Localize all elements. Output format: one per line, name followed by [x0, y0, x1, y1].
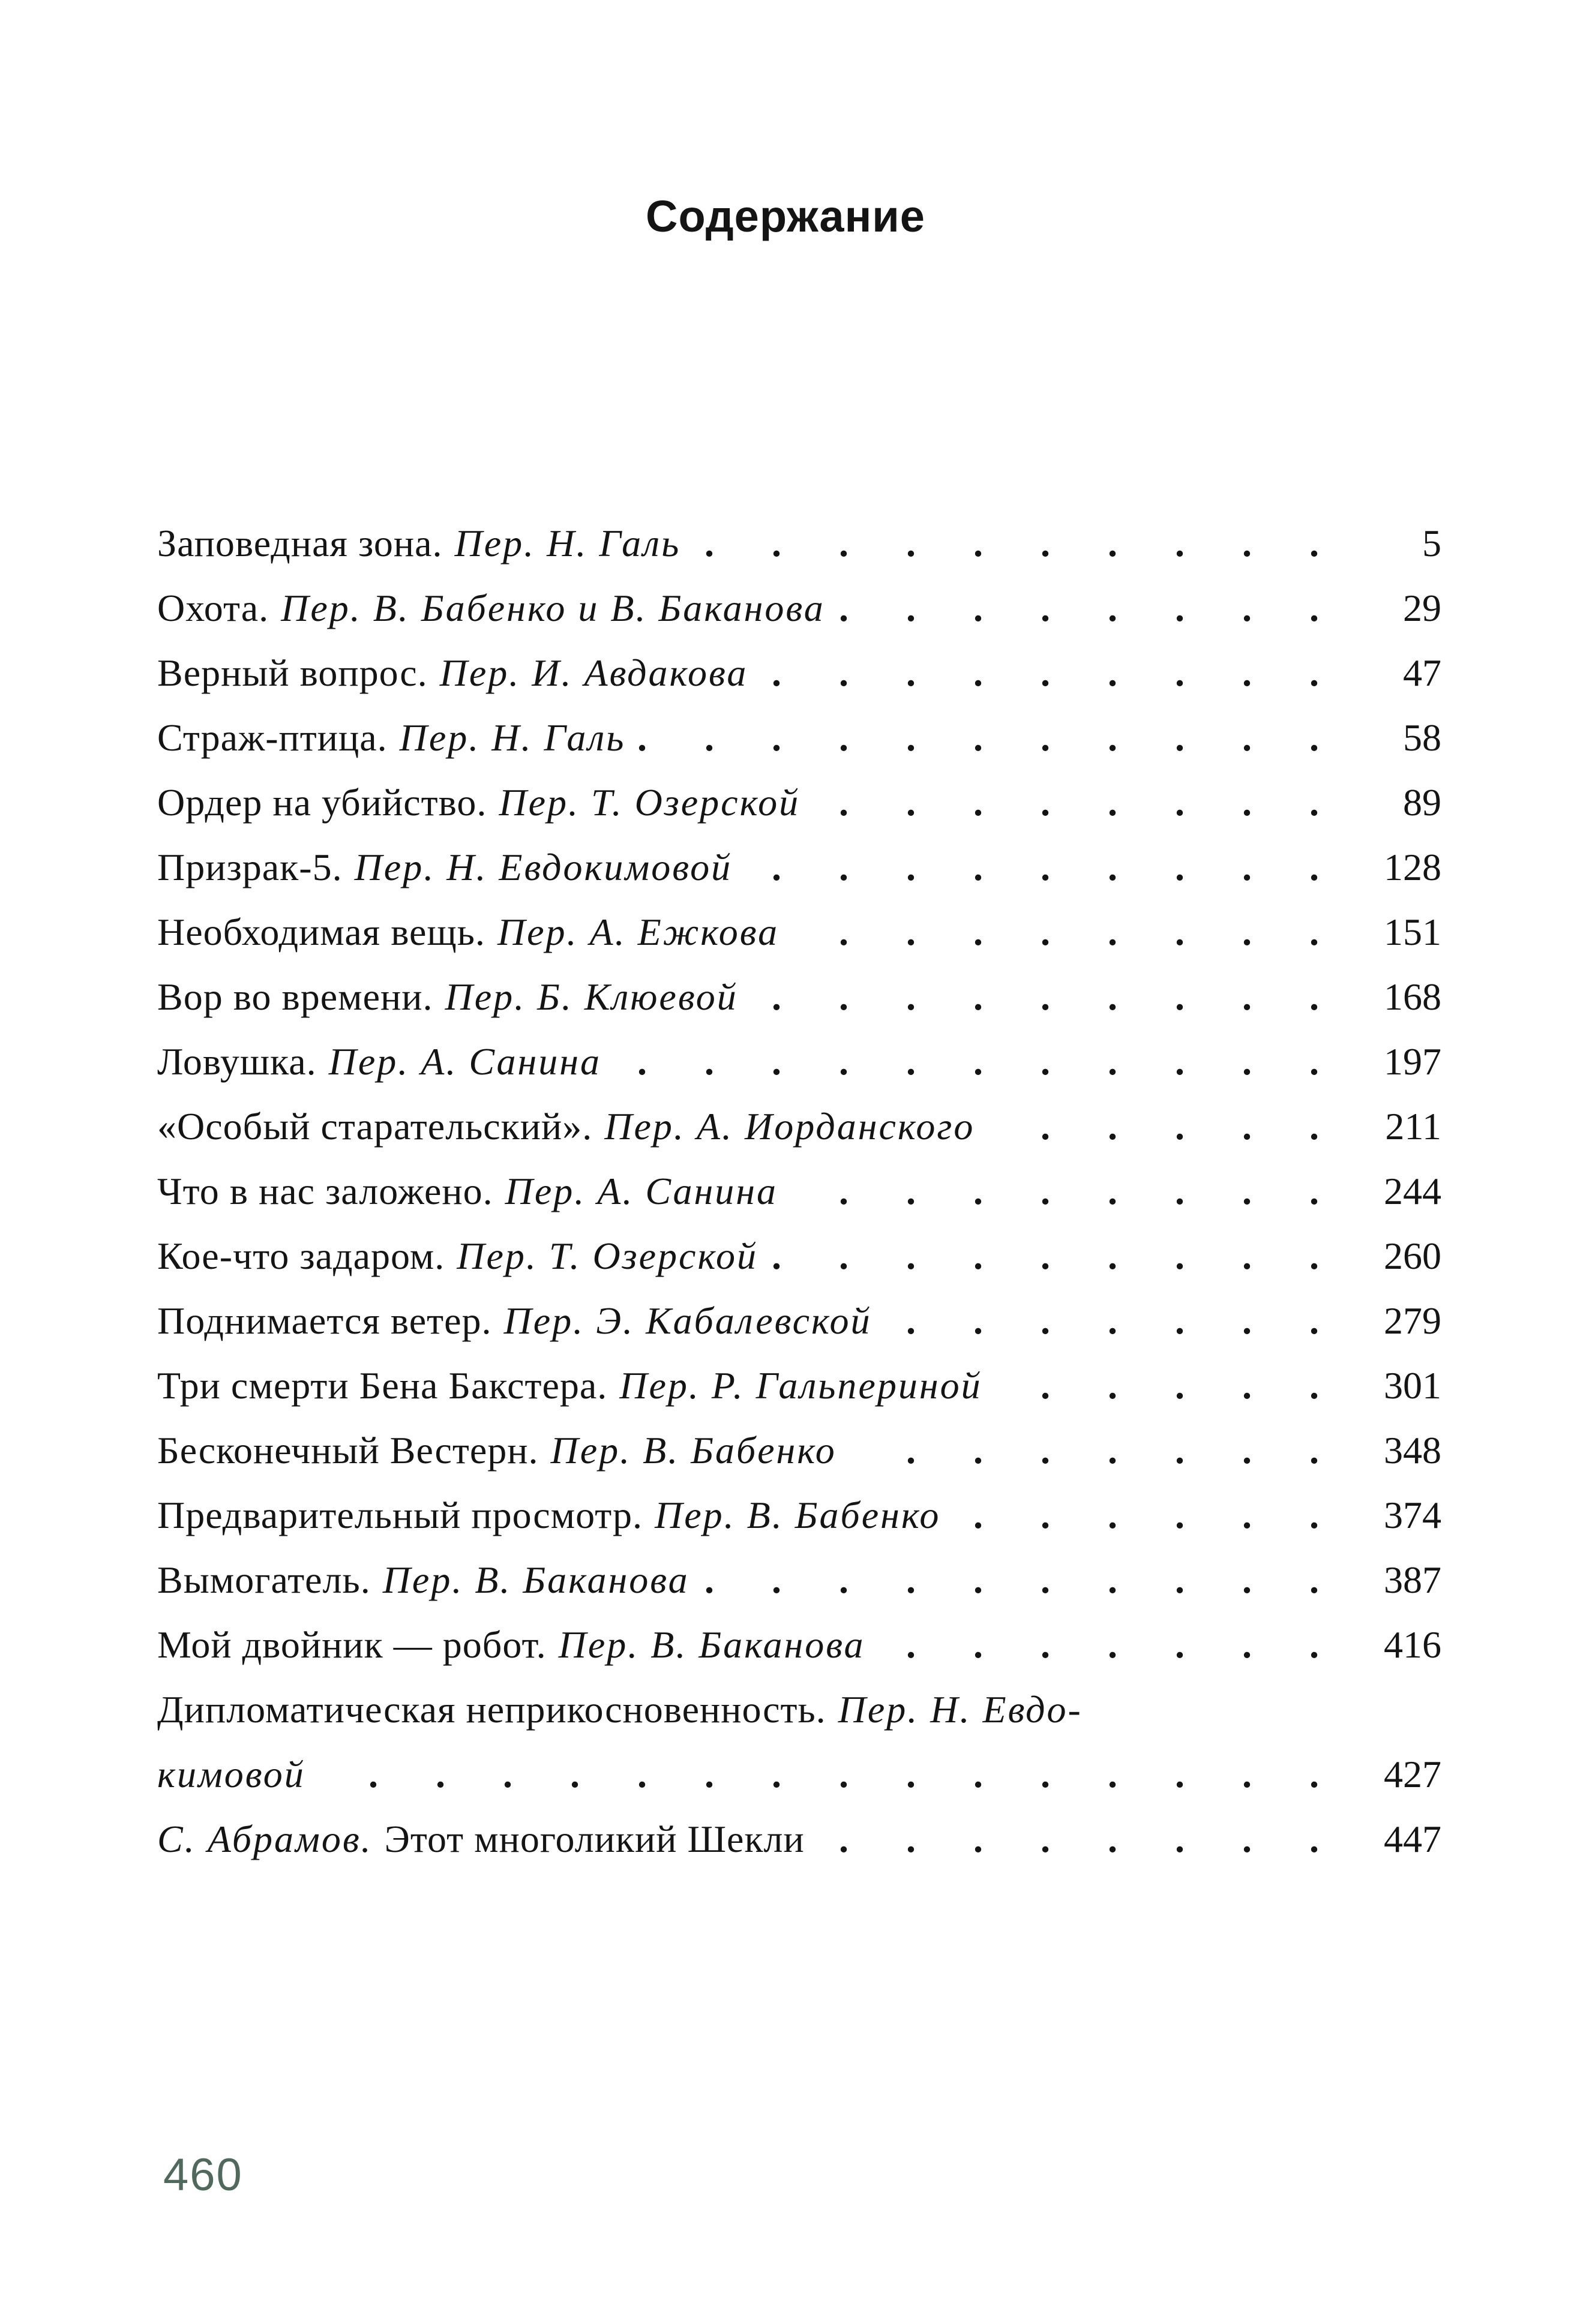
toc-entry[interactable]	[157, 576, 1441, 641]
toc-entry[interactable]	[157, 770, 1441, 835]
entry-page-number: 151	[1384, 911, 1441, 953]
dot-leader	[813, 770, 1343, 835]
toc-entry-afterword[interactable]	[157, 1807, 1441, 1872]
entry-translator-continued: кимовой	[157, 1753, 305, 1795]
entry-page-number: 348	[1384, 1429, 1441, 1472]
toc-entry[interactable]	[157, 965, 1441, 1029]
entry-translator: Пер. В. Баканова	[558, 1623, 865, 1666]
toc-entry[interactable]	[157, 1418, 1441, 1483]
entry-title: Страж-птица.	[157, 716, 388, 759]
dot-leader	[885, 1289, 1344, 1353]
toc-entry[interactable]	[157, 1289, 1441, 1353]
entry-page-number: 89	[1403, 781, 1441, 824]
toc-entry[interactable]	[157, 1224, 1441, 1289]
toc-entry[interactable]	[157, 1548, 1441, 1613]
entry-page-number: 416	[1384, 1623, 1441, 1666]
page-folio-number: 460	[163, 2149, 243, 2200]
entry-translator: Пер. Т. Озерской	[457, 1235, 758, 1277]
entry-page-number: 5	[1422, 522, 1441, 565]
entry-translator: Пер. В. Бабенко	[655, 1494, 941, 1536]
toc-entry[interactable]	[157, 1353, 1441, 1418]
entry-page-number: 168	[1384, 975, 1441, 1018]
entry-page-number: 374	[1384, 1494, 1441, 1536]
entry-translator: Пер. А. Санина	[505, 1170, 778, 1212]
dot-leader	[791, 1159, 1343, 1224]
entry-page-number: 260	[1384, 1235, 1441, 1277]
entry-title: Что в нас заложено.	[157, 1170, 493, 1212]
toc-entry[interactable]	[157, 900, 1441, 965]
entry-page-number: 301	[1384, 1364, 1441, 1407]
dot-leader	[792, 900, 1343, 965]
entry-translator: Пер. А. Ежкова	[497, 911, 779, 953]
dot-leader	[638, 705, 1343, 770]
entry-page-number: 47	[1403, 651, 1441, 694]
entry-title: Дипломатическая неприкосновенность.	[157, 1688, 826, 1731]
entry-title: Призрак-5.	[157, 846, 343, 888]
entry-title: Верный вопрос.	[157, 651, 428, 694]
toc-entry[interactable]	[157, 1029, 1441, 1094]
toc-entry[interactable]	[157, 1483, 1441, 1548]
dot-leader	[996, 1353, 1343, 1418]
entry-title: Необходимая вещь.	[157, 911, 485, 953]
dot-leader	[838, 576, 1343, 641]
entry-translator: Пер. Н. Евдо-	[838, 1688, 1083, 1731]
entry-translator: Пер. Т. Озерской	[499, 781, 801, 824]
entry-translator: Пер. И. Авдакова	[439, 651, 748, 694]
entry-translator: Пер. Э. Кабалевской	[503, 1299, 872, 1342]
entry-title: Ловушка.	[157, 1040, 317, 1083]
entry-title: Ордер на убийство.	[157, 781, 487, 824]
entry-page-number: 427	[1384, 1753, 1441, 1795]
toc-entry[interactable]	[157, 705, 1441, 770]
entry-title: «Особый старательский».	[157, 1105, 593, 1148]
entry-second-line	[157, 1742, 1441, 1807]
dot-leader	[751, 965, 1343, 1029]
entry-title: Предварительный просмотр.	[157, 1494, 643, 1536]
page-title: Содержание	[646, 191, 925, 241]
toc-entry[interactable]	[157, 835, 1441, 900]
entry-page-number: 279	[1384, 1299, 1441, 1342]
entry-title: Вымогатель.	[157, 1559, 371, 1601]
entry-translator: Пер. В. Бабенко	[550, 1429, 837, 1472]
dot-leader	[703, 1548, 1343, 1613]
entry-page-number: 447	[1384, 1818, 1441, 1860]
dot-leader	[771, 1224, 1343, 1289]
toc-entry[interactable]	[157, 1613, 1441, 1677]
entry-translator: Пер. А. Санина	[328, 1040, 601, 1083]
entry-title: Поднимается ветер.	[157, 1299, 492, 1342]
entry-page-number: 128	[1384, 846, 1441, 888]
dot-leader	[614, 1029, 1343, 1094]
dot-leader	[954, 1483, 1343, 1548]
dot-leader	[988, 1094, 1343, 1159]
entry-translator: Пер. Н. Евдокимовой	[354, 846, 733, 888]
entry-title: Охота.	[157, 587, 269, 629]
entry-translator: Пер. Р. Гальпериной	[619, 1364, 982, 1407]
toc-entry[interactable]	[157, 1159, 1441, 1224]
entry-translator: Пер. В. Баканова	[382, 1559, 689, 1601]
entry-first-line	[157, 1677, 1441, 1742]
entry-title: Мой двойник — робот.	[157, 1623, 547, 1666]
entry-translator: Пер. А. Иорданского	[604, 1105, 975, 1148]
dot-leader	[818, 1807, 1343, 1872]
entry-translator: Пер. Н. Галь	[399, 716, 626, 759]
entry-title: Кое-что задаром.	[157, 1235, 445, 1277]
entry-translator: Пер. Б. Клюевой	[445, 975, 738, 1018]
toc-entry[interactable]	[157, 1094, 1441, 1159]
dot-leader	[694, 511, 1343, 576]
toc-entry-diplomatic-immunity[interactable]	[157, 1677, 1441, 1807]
table-of-contents	[157, 511, 1441, 1872]
dot-leader	[745, 835, 1343, 900]
entry-title: Три смерти Бена Бакстера.	[157, 1364, 608, 1407]
toc-entry[interactable]	[157, 641, 1441, 705]
entry-page-number: 211	[1385, 1105, 1441, 1148]
entry-page-number: 58	[1403, 716, 1441, 759]
dot-leader	[850, 1418, 1343, 1483]
entry-author: С. Абрамов.	[157, 1818, 373, 1860]
dot-leader	[761, 641, 1343, 705]
entry-translator: Пер. В. Бабенко и В. Баканова	[281, 587, 825, 629]
entry-page-number: 244	[1384, 1170, 1441, 1212]
entry-page-number: 197	[1384, 1040, 1441, 1083]
entry-translator: Пер. Н. Галь	[454, 522, 681, 565]
entry-title: Заповедная зона.	[157, 522, 443, 565]
entry-page-number: 387	[1384, 1559, 1441, 1601]
dot-leader	[319, 1742, 1343, 1807]
entry-title: Этот многоликий Шекли	[384, 1818, 805, 1860]
entry-page-number: 29	[1403, 587, 1441, 629]
toc-entry[interactable]	[157, 511, 1441, 576]
entry-title: Бесконечный Вестерн.	[157, 1429, 539, 1472]
entry-title: Вор во времени.	[157, 975, 433, 1018]
dot-leader	[879, 1613, 1343, 1677]
